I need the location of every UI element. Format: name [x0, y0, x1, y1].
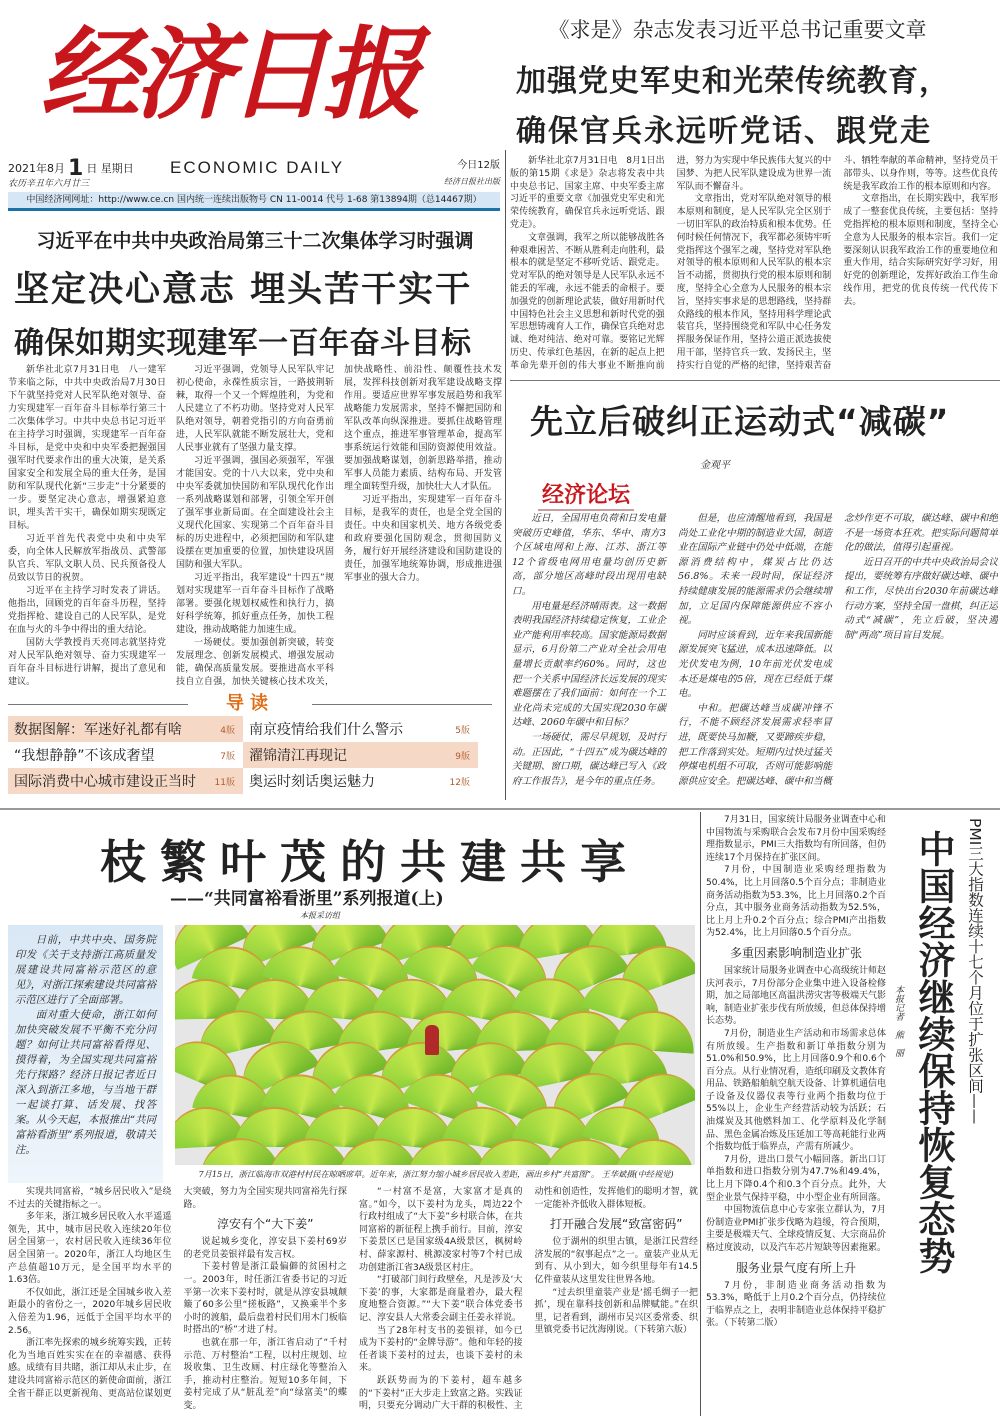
- lunar-date: 农历辛丑年六月廿三: [8, 179, 90, 189]
- pmi-article-body: [706, 814, 886, 1414]
- section-subheading: 打开融合发展“致富密码”: [550, 1217, 683, 1232]
- guide-item-label: 濯锦清江再现记: [249, 748, 347, 764]
- guide-title: 导读: [226, 693, 274, 714]
- paragraph: 一场硬仗。要加强创新突破，转变发展理念、创新发展模式、增强发展动能，确保高质量发展。要推进高水平科技自立自强，加快关键核心技术攻关，加快战略性、前沿性、颠覆性技术发展，发挥科技创新对我军建设战略支撑作用。要适应世界军事发展趋势和我军战略能力发展需求，坚持不懈把国防和军队改革向纵深推进。要抓住战略管理这个重点，推进军事管理革命，提高军事系统运行效能和国防资源使用效益。要加强战略谋划，创新思路举措，推动军事人员能力素质、结构布局、开发管理全面转型升级，加快壮大人才队伍。: [176, 365, 502, 687]
- guide-item-label: 国际消费中心城市建设正当时: [14, 774, 196, 790]
- qiushi-headline-2: 确保官兵永远听党话、跟党走: [516, 114, 932, 149]
- paragraph: 7月份，非制造业商务活动指数为53.3%，略低于上月0.2个百分点，仍持续位于临界点之上，表明非制造业总体保持平稳扩张。（下转第二版）: [706, 1280, 886, 1329]
- guide-item-label: 南京疫情给我们什么警示: [249, 722, 403, 738]
- feature-byline: 本报采访组: [300, 911, 340, 920]
- paragraph: 习近平强调，强国必须强军，军强才能国安。党的十八大以来，党中央和中央军委就加快国防和军队现代化作出一系列战略谋划和部署，引领全军开创了强军事业新局面。在全面建设社会主义现代化国家、实现第二个百年奋斗目标的历史进程中，必须把国防和军队建设摆在更加重要的位置，加快建设巩固国防和强大军队。: [176, 456, 334, 570]
- section-subheading: 服务业景气度有所上升: [735, 1260, 856, 1275]
- section-subheading: 淳安有个“大下姜”: [217, 1217, 314, 1232]
- page-count: 今日12版: [457, 160, 500, 171]
- forum-author: 金观平: [700, 460, 730, 471]
- paragraph: 中和。把碳达峰当成碳冲锋不行，不能不顾经济发展需求轻率冒进，既要快马加鞭，又要蹄疾步稳，把工作落到实处。短期内过快过猛关停煤电机组不可取，否则可能影响能源供应安全。把碳达峰、碳中和当概念炒作更不可取，碳达峰、碳中和绝不是一场资本狂欢。把实际问题简单化的做法，值得引起重视。: [678, 513, 998, 787]
- paragraph: 7月份，进出口景气小幅回落。新出口订单指数和进口指数分别为47.7%和49.4%，比上月下降0.4个和0.3个百分点。此外，大型企业景气保持平稳，中小型企业有所回落。: [706, 1154, 886, 1203]
- guide-item[interactable]: [8, 742, 243, 768]
- paragraph: 一场硬仗，需尽早规划，及时行动。正因此，“十四五”成为碳达峰的关键期、窗口期，碳达峰已写入《政府工作报告》，是今年的重点任务。: [512, 731, 666, 787]
- forum-article-body: [512, 512, 998, 802]
- masthead-logo: 经济日报: [40, 15, 416, 133]
- forum-headline: 先立后破纠正运动式“减碳”: [530, 402, 950, 441]
- paragraph: 7月份，中国制造业采购经理指数为50.4%，比上月回落0.5个百分点；非制造业商务活动指数为53.3%，比上月回落0.2个百分点，其中服务业商务活动指数为52.5%，比上月上升0.2个百分点；综合PMI产出指数为52.4%，比上月回落0.5个百分点。: [706, 865, 886, 939]
- guide-item-label: 数据图解：军迷好礼都有啥: [14, 722, 182, 738]
- paragraph: 但是，也应清醒地看到，我国是尚处工业化中期的制造业大国，制造业在国际产业链中仍处中低端，在能源消费结构中，煤炭占比仍达56.8%。未来一段时间，保证经济持续健康发展的能源需求仍会继续增加，立足国内保障能源供应不容小视。: [678, 513, 832, 627]
- paragraph: 不仅如此，浙江还是全国城乡收入差距最小的省份之一，2020年城乡居民收入倍差为1.96，远低于全国平均水平的2.56。: [8, 1287, 172, 1336]
- paragraph: 用电量是经济晴雨表。这一数据表明我国经济持续稳定恢复，工业企业产能利用率较高。国家能源局数据显示，6月份第二产业对全社会用电量增长贡献率约60%。同时，这也把一个关系中国经济长远发展的现实难题摆在了我们面前：如何在一个工业化尚未完成的大国实现2030年碳达峰、2060年碳中和目标？: [512, 600, 666, 729]
- section-subheading: 多重因素影响制造业扩张: [729, 945, 862, 960]
- lead-article-body: [8, 364, 502, 692]
- paragraph: 也就在那一年，浙江省启动了“千村示范、万村整治”工程，以村庄规划、垃圾收集、卫生改厕、村庄绿化等整治入手，推动村庄整治。短短10多年间，下姜村完成了从“脏乱差”向“绿富美”的蝶变。: [183, 1337, 347, 1411]
- guide-item-page: 9版: [455, 751, 470, 762]
- guide-item-page: 11版: [214, 777, 235, 788]
- paragraph: 习近平强调，党领导人民军队牢记初心使命，永葆性质宗旨，一路披荆斩棘，取得一个又一个辉煌胜利，为党和人民建立了不朽功勋。坚持党对人民军队绝对领导，朝着党指引的方向奋勇前进，人民军队就能不断发展壮大，党和人民事业就有了坚强力量支撑。: [176, 365, 334, 453]
- paragraph: 近日召开的中共中央政治局会议提出，要统筹有序做好碳达峰、碳中和工作，尽快出台2030年前碳达峰行动方案，坚持全国一盘棋，纠正运动式“减碳”，先立后破，坚决遏制“两高”项目盲目发展。: [844, 556, 998, 641]
- feature-photo: [175, 925, 695, 1165]
- paragraph: 文章指出，党对军队绝对领导的根本原则和制度，是人民军队完全区别于一切旧军队的政治特质和根本优势。任何时候任何情况下，我军都必须铸牢听党指挥这个强军之魂，坚持党对军队绝对领导的根本原则和人民军队的根本宗旨不动摇，贯彻执行党的根本原则和制度，坚持全心全意为人民服务的根本宗旨，坚持实事求是的思想路线，坚持群众路线的根本作风，坚持用科学理论武装官兵，坚持围绕党和军队中心任务发挥服务保证作用，坚持公道正派选拔使用干部，坚持官兵一致、发扬民主，坚持实行自觉的严格的纪律，坚持艰苦奋斗、牺牲奉献的革命精神，坚持党员干部带头、以身作则，等等。这些优良传统是我军政治工作的根本原则和内容。: [676, 156, 998, 371]
- guide-item[interactable]: [8, 716, 243, 742]
- info-bar: 中国经济网网址：http://www.ce.cn 国内统一连续出版物号 CN 11-0014 代号 1-68 第13894期（总14467期）: [8, 192, 500, 211]
- pmi-byline: 本报记者 熊 丽: [893, 985, 903, 1057]
- paragraph: 文章强调，我军之所以能够战胜各种艰难困苦、不断从胜利走向胜利，最根本的就是坚定不移听党话、跟党走。党对军队的绝对领导是人民军队永远不能丢的军魂，永远不能丢的命根子。要加强党的创新理论武装，做好用新时代中国特色社会主义思想和新时代党的强军思想铸魂育人工作，确保官兵绝对忠诚、绝对纯洁、绝对可靠。要铭记光辉历史、传承红色基因，在新的起点上把革命先辈开创的伟大事业不断推向前进，努力为实现中华民族伟大复兴的中国梦、为把人民军队建设成为世界一流军队而不懈奋斗。: [510, 156, 832, 371]
- paragraph: 实现共同富裕，“城乡居民收入”是绕不过去的关键指标之一。: [8, 1187, 172, 1210]
- paragraph: 习近平在主持学习时发表了讲话。他指出，回顾党的百年奋斗历程，坚持党指挥枪、建设自己的人民军队，是党在血与火的斗争中得出的重大结论。: [8, 586, 166, 635]
- lead-kicker: 习近平在中共中央政治局第三十二次集体学习时强调: [36, 230, 474, 252]
- photo-caption: 7月15日，浙江临海市双港村村民在晾晒席草。近年来，浙江努力缩小城乡居民收入差距，画出乡村“共富图”。 王华斌摄(中经视觉): [198, 1169, 674, 1179]
- guide-item-page: 4版: [220, 725, 235, 736]
- paragraph: 说起城乡变化，淳安县下姜村69岁的老党员姜银祥最有发言权。: [183, 1237, 347, 1260]
- paragraph: 当了28年村支书的姜银祥，如今已成为下姜村的“金牌导游”。他和年轻的接任者谈下姜村的过去，也谈下姜村的未来。: [359, 1325, 523, 1374]
- paragraph: “过去织里童装产业是‘摇毛绸子一把抓’，现在靠科技创新和品牌赋能。”在织里，记者看到，湖州市吴兴区委常委、织里镇党委书记沈海刚说。（下转第六版）: [534, 1287, 698, 1336]
- paragraph: 习近平指出，实现建军一百年奋斗目标，是我军的责任，也是全党全国的责任。中央和国家机关、地方各级党委和政府要强化国防观念，贯彻国防义务，履行好开展经济建设和国防建设的责任，加强军地统筹协调，形成推进强军事业的强大合力。: [344, 495, 502, 583]
- paragraph: 近日，全国用电负荷和日发电量突破历史峰值，华东、华中、南方3个区域电网和上海、江苏、浙江等12个省级电网用电量均创历史新高，部分地区高峰时段出现用电缺口。: [512, 513, 666, 597]
- guide-item[interactable]: [8, 768, 243, 794]
- guide-item-page: 5版: [455, 725, 470, 736]
- paragraph: 位于湖州的织里古镇，是浙江民营经济发展的“叙事起点”之一。童装产业从无到有、从小到大，如今织里每年有14.5亿件童装从这里发往世界各地。: [534, 1237, 698, 1285]
- paragraph: 日前，中共中央、国务院印发《关于支持浙江高质量发展建设共同富裕示范区的意见》，对浙江探索建设共同富裕示范区进行了全面部署。: [15, 934, 156, 1006]
- date-day: 1: [68, 156, 84, 181]
- publisher: 经济日报社出版: [444, 177, 500, 186]
- guide-item[interactable]: [243, 742, 478, 768]
- paragraph: “一村富不是富，大家富才是真的富。”如今，以下姜村为龙头，周边22个行政村组成了“大下姜”乡村联合体，在共同富裕的新征程上携手前行。目前，淳安下姜景区已是国家级4A级景区，枫树岭村、薛家源村、桃源凌家村等7个村已成功创建浙江省3A级景区村庄。: [359, 1187, 523, 1273]
- paragraph: 新华社北京7月31日电 8月1日出版的第15期《求是》杂志将发表中共中央总书记、国家主席、中央军委主席习近平的重要文章《加强党史军史和光荣传统教育，确保官兵永远听党话、跟党走》。: [510, 156, 665, 230]
- guide-item-label: “我想静静”不该成奢望: [14, 748, 155, 764]
- guide-item[interactable]: [243, 716, 478, 742]
- paragraph: 浙江率先探索的城乡统筹实践，正转化为当地百姓实实在在的幸福感、获得感。成绩有目共睹，浙江却从未止步，在建设共同富裕示范区的新使命面前，浙江全省干群正以更新视角、更高站位谋划更大突破，努力为全国实现共同富裕先行探路。: [8, 1187, 347, 1399]
- paragraph: 习近平首先代表党中央和中央军委，向全体人民解放军指战员、武警部队官兵、军队文职人员、民兵预备役人员致以节日的祝贺。: [8, 534, 166, 583]
- paragraph: 习近平指出，我军建设“十四五”规划对实现建军一百年奋斗目标作了战略部署。要强化规划权威性和执行力，搞好科学统筹，抓好重点任务，加快工程建设，推动战略能力加速生成。: [176, 573, 334, 635]
- paragraph: 跃跃势而为的下姜村，超车越多的“下姜村”正大步走上致富之路。实践证明，只要充分调动广大干群的积极性、主动性和创造性，发挥他们的聪明才智，就一定能补齐低收入群体短板。: [359, 1187, 698, 1412]
- qiushi-headline-1: 加强党史军史和光荣传统教育，: [516, 64, 950, 99]
- guide-item-page: 7版: [220, 751, 235, 762]
- guide-list: [8, 716, 478, 794]
- paragraph: 面对重大使命，浙江如何加快突破发展不平衡不充分问题？如何让共同富裕看得见、摸得着，为全国实现共同富裕先行探路？经济日报记者近日深入到浙江多地，与当地干群一起谈打算、话发展、找答案。从今天起，本报推出“共同富裕看浙里”系列报道，敬请关注。: [15, 1009, 156, 1156]
- lead-headline-2: 确保如期实现建军一百年奋斗目标: [14, 326, 472, 361]
- feature-headline: 枝繁叶茂的共建共享: [100, 835, 640, 889]
- paragraph: “打破部门间行政壁垒，凡是涉及‘大下姜’的事，大家都是商量着办，最大程度地整合资源。”“大下姜”联合体党委书记、淳安县人大常委会副主任姜永祥说。: [359, 1275, 523, 1323]
- forum-column-label: 经济论坛: [538, 478, 634, 511]
- feature-intro-box: [8, 925, 163, 1183]
- paragraph: 7月份，制造业生产活动和市场需求总体有所放缓。生产指数和新订单指数分别为51.0%和50.9%，比上月回落0.9个和0.6个百分点。从行业情况看，造纸印刷及文教体育用品、铁路船舶航空航天设备、计算机通信电子设备及仪器仪表等行业两个指数均位于55%以上，企业生产经营活动较为活跃；石油煤炭及其他燃料加工、化学原料及化学制品、黑色金属冶炼及压延加工等高耗能行业两个指数均低于临界点，产需有所减少。: [706, 1028, 886, 1153]
- photo-villager: [425, 1025, 439, 1055]
- guide-item[interactable]: [243, 768, 478, 794]
- paragraph: 新华社北京7月31日电 八一建军节来临之际，中共中央政治局7月30日下午就坚持党对人民军队绝对领导、奋力实现建军一百年奋斗目标举行第三十二次集体学习。中共中央总书记习近平在主持学习时强调，实现建军一百年奋斗目标，是党中央和中央军委把握强国强军时代要求作出的重大决策，是关系国家安全和发展全局的重大任务，是国防和军队现代化新“三步走”十分紧要的一步。要坚定决心意志，增强紧迫意识，埋头苦干实干，确保如期实现既定目标。: [8, 365, 166, 531]
- paragraph: 国防大学教授肖天亮同志就坚持党对人民军队绝对领导、奋力实现建军一百年奋斗目标进行讲解，提出了意见和建议。: [8, 638, 166, 687]
- paragraph: 7月31日，国家统计局服务业调查中心和中国物流与采购联合会发布7月份中国采购经理指数显示，PMI三大指数均有所回落，但仍连续17个月保持在扩张区间。: [706, 815, 886, 863]
- date-weekday: 日 星期日: [86, 162, 134, 175]
- paragraph: 中国物流信息中心专家张立群认为，7月份制造业PMI扩张步伐略为趋缓，符合预期，主要是极端天气、全球疫情反复、大宗商品价格过度波动，以及汽车芯片短缺等因素拖累。: [706, 1205, 886, 1253]
- paragraph: 下姜村曾是浙江最偏僻的贫困村之一。2003年，时任浙江省委书记的习近平第一次来下姜村时，就是从淳安县城颠簸了60多公里“搓板路”，又换乘半个多小时的渡船，最后盘着村民们用木门板临时搭出的“桥”才进了村。: [183, 1262, 347, 1336]
- pmi-headline: 中国经济继续保持恢复态势: [912, 830, 956, 1274]
- feature-subtitle: ——“共同富裕看浙里”系列报道(上): [170, 889, 444, 909]
- qiushi-article-body: [510, 155, 998, 377]
- qiushi-kicker: 《求是》杂志发表习近平总书记重要文章: [548, 18, 927, 42]
- english-title: ECONOMIC DAILY: [170, 158, 345, 177]
- pmi-kicker: PMI三大指数连续十七个月位于扩张区间——: [966, 818, 984, 1125]
- feature-article-body: [8, 1186, 698, 1414]
- lead-headline-1: 坚定决心意志 埋头苦干实干: [14, 270, 473, 310]
- date-month: 2021年8月: [8, 162, 65, 175]
- paragraph: 国家统计局服务业调查中心高级统计师赵庆河表示，7月份部分企业集中进入设备检修期，加之局部地区高温洪涝灾害等极端天气影响，制造业扩张步伐有所放缓，但总体保持增长态势。: [706, 965, 886, 1027]
- guide-item-label: 奥运时刻话奥运魅力: [249, 774, 375, 790]
- paragraph: 多年来，浙江城乡居民收入水平遥遥领先，其中，城市居民收入连续20年位居全国第一，农村居民收入连续36年位居全国第一。2020年，浙江人均地区生产总值超10万元，是全国平均水平的1.63倍。: [8, 1212, 172, 1286]
- paragraph: 同时应该看到，近年来我国新能源发展突飞猛进，成本迅速降低。以光伏发电为例，10年前光伏发电成本还是煤电的5倍，现在已经低于煤电。: [678, 629, 832, 700]
- guide-item-page: 12版: [449, 777, 470, 788]
- paragraph: 文章指出，在长期实践中，我军形成了一整套优良传统，主要包括：坚持党指挥枪的根本原则和制度，坚持全心全意为人民服务的根本宗旨。我们一定要深刻认识我军政治工作的重要地位和重大作用，结合实际研究好学习好，用好党的创新理论，发挥好政治工作生命线作用，把党的优良传统一代代传下去。: [843, 194, 998, 307]
